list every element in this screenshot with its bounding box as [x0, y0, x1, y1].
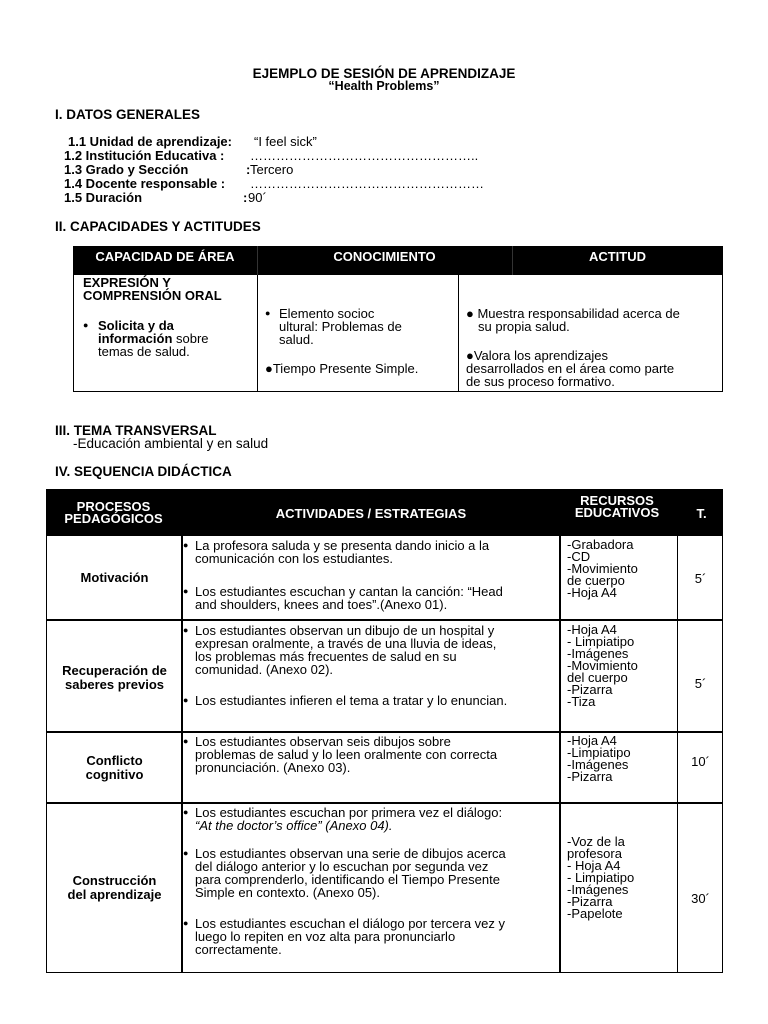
- header-procesos-line: PROCESOS: [76, 499, 151, 514]
- actividad-line: Los estudiantes observan una serie de dibujos acerca: [195, 846, 506, 861]
- secuencia-table: [46, 489, 723, 974]
- conocimiento-line: salud.: [279, 332, 314, 347]
- tema-transversal-text: -Educación ambiental y en salud: [73, 436, 269, 451]
- section-capacidades-heading: II. CAPACIDADES Y ACTITUDES: [55, 219, 261, 234]
- actitud-line: ●Valora los aprendizajes: [466, 348, 609, 363]
- recurso-item: -Grabadora: [567, 537, 634, 552]
- conocimiento-item-1: [265, 307, 402, 346]
- recurso-item: -Hoja A4: [567, 585, 617, 600]
- recurso-item: -Movimiento: [567, 658, 638, 673]
- conocimiento-line: Elemento socioc: [279, 306, 375, 321]
- actividad-line: Los estudiantes escuchan y cantan la canción: “Head: [195, 584, 503, 599]
- actividad-line: del diálogo anterior y lo escuchan por segunda vez: [195, 859, 489, 874]
- actividad-line: pronunciación. (Anexo 03).: [195, 760, 351, 775]
- proceso-line: del aprendizaje: [67, 887, 162, 902]
- recursos-construccion: [567, 836, 677, 920]
- proceso-recuperacion: [47, 664, 182, 692]
- field-label: 1.5 Duración: [64, 190, 143, 205]
- recurso-item: de cuerpo: [567, 573, 625, 588]
- recurso-item: -CD: [567, 549, 591, 564]
- proceso-line: Recuperación de: [62, 663, 167, 678]
- bullet-icon: ●: [265, 308, 271, 318]
- actividad-line: “At the doctor’s office” (Anexo 04).: [195, 818, 393, 833]
- actitud-item-1: [466, 307, 680, 333]
- recurso-item: -Hoja A4: [567, 622, 617, 637]
- field-value: 90´: [248, 190, 267, 205]
- recurso-item: -Pizarra: [567, 682, 613, 697]
- header-procesos: [46, 501, 181, 525]
- field-value: “I feel sick”: [254, 134, 317, 149]
- actividad-line: para comprenderlo, identificando el Tiempo Presente: [195, 872, 500, 887]
- document-title: EJEMPLO DE SESIÓN DE APRENDIZAJE: [252, 66, 516, 81]
- actividad-line: correctamente.: [195, 942, 282, 957]
- actividad-item: [184, 735, 497, 774]
- section-secuencia-heading: IV. SEQUENCIA DIDÁCTICA: [55, 464, 232, 479]
- recurso-item: -Hoja A4: [567, 733, 617, 748]
- actividad-line: expresan oralmente, a través de una lluvia de ideas,: [195, 636, 497, 651]
- field-separator: :: [246, 162, 251, 177]
- actividad-line: Los estudiantes escuchan el diálogo por tercera vez y: [195, 916, 506, 931]
- field-separator: :: [243, 190, 248, 205]
- capacidad-bullet-line: temas de salud.: [98, 344, 190, 359]
- capacidad-bullet: [83, 319, 209, 358]
- proceso-line: Conflicto: [86, 753, 143, 768]
- bullet-icon: ●: [183, 807, 189, 817]
- header-recursos-line: EDUCATIVOS: [574, 505, 660, 520]
- recurso-item: - Limpiatipo: [567, 870, 635, 885]
- proceso-line: Motivación: [80, 570, 149, 585]
- actividad-item: [184, 624, 496, 676]
- actividad-line: Los estudiantes escuchan por primera vez el diálogo:: [195, 805, 503, 820]
- proceso-construccion: [47, 874, 182, 902]
- bullet-icon: ●: [183, 586, 189, 596]
- actividad-line: La profesora saluda y se presenta dando inicio a la: [195, 538, 490, 553]
- proceso-conflicto: [47, 754, 182, 782]
- field-label: 1.3 Grado y Sección: [64, 162, 189, 177]
- conocimiento-item-2: ●Tiempo Presente Simple.: [265, 361, 419, 376]
- bullet-icon: ●: [83, 320, 89, 330]
- proceso-motivacion: [47, 571, 182, 585]
- actividad-line: and shoulders, knees and toes”.(Anexo 01).: [195, 597, 448, 612]
- recurso-item: -Imágenes: [567, 646, 629, 661]
- actividad-item: [184, 539, 489, 565]
- capacidad-bullet-bold: información: [98, 331, 173, 346]
- tiempo-motivacion: 5´: [694, 571, 707, 586]
- actividad-item: [184, 694, 507, 707]
- tiempo-construccion: 30´: [691, 891, 710, 906]
- actitud-line: ● Muestra responsabilidad acerca de: [466, 306, 680, 321]
- recursos-motivacion: [567, 539, 677, 599]
- capacidades-table: [73, 246, 723, 393]
- header-conocimiento: CONOCIMIENTO: [333, 249, 436, 264]
- bullet-icon: ●: [183, 736, 189, 746]
- conocimiento-line: ultural: Problemas de: [279, 319, 402, 334]
- actividad-line: comunidad. (Anexo 02).: [195, 662, 334, 677]
- header-actitud: ACTITUD: [588, 249, 647, 264]
- field-label: 1.4 Docente responsable :: [64, 176, 226, 191]
- actividad-line: Simple en contexto. (Anexo 05).: [195, 885, 380, 900]
- field-label: 1.2 Institución Educativa :: [64, 148, 225, 163]
- recurso-item: -Limpiatipo: [567, 745, 631, 760]
- recursos-conflicto: [567, 735, 677, 783]
- proceso-line: saberes previos: [64, 677, 164, 692]
- recurso-item: profesora: [567, 846, 622, 861]
- recurso-item: del cuerpo: [567, 670, 628, 685]
- recursos-recuperacion: [567, 624, 677, 708]
- capacidades-table-header: [73, 246, 723, 275]
- actividad-line: Los estudiantes observan seis dibujos sobre: [195, 734, 451, 749]
- recurso-item: -Imágenes: [567, 882, 629, 897]
- header-recursos: [554, 495, 680, 519]
- actividad-line: Los estudiantes observan un dibujo de un hospital y: [195, 623, 495, 638]
- field-value: ………………………………………………: [250, 176, 484, 191]
- recurso-item: -Pizarra: [567, 769, 613, 784]
- bullet-icon: ●: [183, 848, 189, 858]
- bullet-icon: ●: [183, 625, 189, 635]
- header-tiempo: T.: [696, 506, 707, 521]
- actividad-item: [184, 585, 503, 611]
- field-label: 1.1 Unidad de aprendizaje:: [68, 134, 232, 149]
- actividad-line: problemas de salud y lo leen oralmente con correcta: [195, 747, 498, 762]
- recurso-item: -Voz de la: [567, 834, 625, 849]
- capacidad-bullet-line: Solicita y da: [98, 318, 174, 333]
- capacidad-bullet-text: sobre: [172, 331, 209, 346]
- actividad-item: [184, 917, 505, 956]
- actividad-line: los problemas más frecuentes de salud en su: [195, 649, 457, 664]
- header-procesos-line: PEDAGÓGICOS: [64, 511, 163, 526]
- proceso-line: Construcción: [72, 873, 157, 888]
- actitud-line: de sus proceso formativo.: [466, 374, 615, 389]
- field-value: Tercero: [250, 162, 294, 177]
- recurso-item: -Papelote: [567, 906, 623, 921]
- document-subtitle: “Health Problems”: [328, 79, 440, 93]
- section-datos-generales-heading: I. DATOS GENERALES: [55, 107, 201, 122]
- actitud-item-2: [466, 349, 674, 388]
- bullet-icon: ●: [183, 540, 189, 550]
- actividad-item: [184, 806, 502, 832]
- actitud-line: su propia salud.: [478, 319, 570, 334]
- recurso-item: - Hoja A4: [567, 858, 621, 873]
- section-tema-transversal-heading: III. TEMA TRANSVERSAL: [55, 423, 217, 438]
- datos-generales-fields: [0, 135, 768, 205]
- capacidades-table-body: [73, 275, 723, 392]
- bullet-icon: ●: [183, 695, 189, 705]
- recurso-item: -Pizarra: [567, 894, 613, 909]
- header-capacidad: CAPACIDAD DE ÁREA: [95, 249, 235, 264]
- capacidad-title-line: COMPRENSIÓN ORAL: [83, 288, 222, 303]
- actividad-line: comunicación con los estudiantes.: [195, 551, 394, 566]
- field-value: ……………………………………………..: [250, 148, 479, 163]
- recurso-item: -Movimiento: [567, 561, 638, 576]
- recurso-item: -Tiza: [567, 694, 596, 709]
- secuencia-table-header: [46, 489, 723, 536]
- actividad-line: Los estudiantes infieren el tema a tratar y lo enuncian.: [195, 693, 508, 708]
- proceso-line: cognitivo: [85, 767, 144, 782]
- recurso-item: -Imágenes: [567, 757, 629, 772]
- tiempo-recuperacion: 5´: [694, 676, 707, 691]
- actividad-line: luego lo repiten en voz alta para pronunciarlo: [195, 929, 456, 944]
- capacidad-title-line: EXPRESIÓN Y: [83, 275, 171, 290]
- header-actividades: ACTIVIDADES / ESTRATEGIAS: [275, 506, 467, 521]
- tiempo-conflicto: 10´: [691, 754, 710, 769]
- bullet-icon: ●: [183, 918, 189, 928]
- header-recursos-line: RECURSOS: [580, 493, 654, 508]
- recurso-item: - Limpiatipo: [567, 634, 635, 649]
- capacidad-title: [83, 276, 222, 302]
- secuencia-table-body: [46, 536, 723, 973]
- actividad-item: [184, 847, 506, 899]
- actitud-line: desarrollados en el área como parte: [466, 361, 675, 376]
